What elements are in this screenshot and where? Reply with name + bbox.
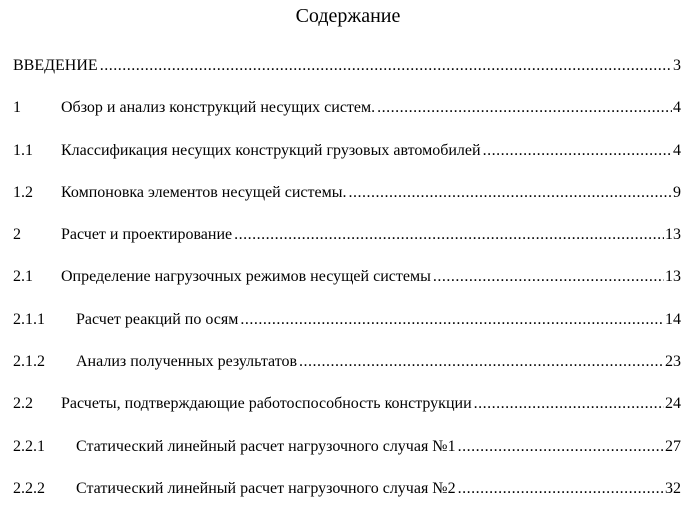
toc-leader-dots <box>431 267 664 287</box>
toc-entry-title: Статический линейный расчет нагрузочного случая №1 <box>76 437 456 455</box>
toc-entry-page: 14 <box>665 310 681 328</box>
toc-leader-dots <box>456 437 664 457</box>
toc-entry-title: ВВЕДЕНИЕ <box>13 57 98 74</box>
toc-entry-title: Компоновка элементов несущей системы. <box>61 183 347 201</box>
toc-entry-page: 32 <box>665 479 681 497</box>
toc-entry-page: 3 <box>673 57 681 74</box>
toc-entry-number: 2.1.1 <box>13 310 45 328</box>
toc-entry-title: Анализ полученных результатов <box>76 353 298 371</box>
toc-entry-page: 13 <box>665 268 681 286</box>
toc-entry-page: 4 <box>673 141 681 159</box>
toc-entry-number: 2.2 <box>13 395 33 413</box>
toc-entry[interactable] <box>13 225 681 267</box>
toc-entry-title: Расчет реакций по осям <box>76 310 239 328</box>
toc-leader-dots <box>232 225 664 245</box>
toc-leader-dots <box>456 479 664 499</box>
toc-leader-dots <box>98 56 672 76</box>
toc-entry-number: 2.1 <box>13 268 33 286</box>
toc-entry-title: Расчеты, подтверждающие работоспособность конструкции <box>61 395 472 413</box>
toc-entry[interactable] <box>13 56 681 98</box>
toc-entry-title: Статический линейный расчет нагрузочного случая №2 <box>76 479 456 497</box>
toc-entry[interactable] <box>13 394 681 436</box>
toc-entry[interactable] <box>13 479 681 521</box>
toc-entry[interactable] <box>13 98 681 140</box>
toc-entry-page: 23 <box>665 353 681 371</box>
toc-entry-number: 2 <box>13 226 21 244</box>
toc-leader-dots <box>346 183 672 203</box>
toc-entry-number: 1.1 <box>13 141 33 159</box>
toc-entry-number: 2.2.2 <box>13 479 45 497</box>
toc-leader-dots <box>297 352 664 372</box>
toc-entry-number: 2.1.2 <box>13 353 45 371</box>
toc-entry-title: Определение нагрузочных режимов несущей системы <box>61 268 431 286</box>
toc-leader-dots <box>481 141 672 161</box>
toc-heading: Содержание <box>295 5 401 27</box>
toc-entry-page: 9 <box>673 183 681 201</box>
toc-entry[interactable] <box>13 267 681 309</box>
toc-entry-number: 1.2 <box>13 183 33 201</box>
toc-entry-page: 13 <box>665 226 681 244</box>
toc-leader-dots <box>472 394 664 414</box>
toc-entry-number: 2.2.1 <box>13 437 45 455</box>
toc-entry-page: 4 <box>673 99 681 117</box>
toc-entry-number: 1 <box>13 99 21 117</box>
toc-entry[interactable] <box>13 352 681 394</box>
toc-entry-title: Расчет и проектирование <box>61 226 233 244</box>
toc-entry-page: 27 <box>665 437 681 455</box>
toc-entry-title: Классификация несущих конструкций грузовых автомобилей <box>61 141 481 159</box>
toc-leader-dots <box>238 310 664 330</box>
toc-entry[interactable] <box>13 141 681 183</box>
toc-entry[interactable] <box>13 183 681 225</box>
toc-entry[interactable] <box>13 310 681 352</box>
toc-leader-dots <box>375 98 672 118</box>
toc-list <box>13 56 681 521</box>
toc-entry[interactable] <box>13 437 681 479</box>
toc-entry-title: Обзор и анализ конструкций несущих систем. <box>61 99 376 117</box>
toc-entry-page: 24 <box>665 395 681 413</box>
